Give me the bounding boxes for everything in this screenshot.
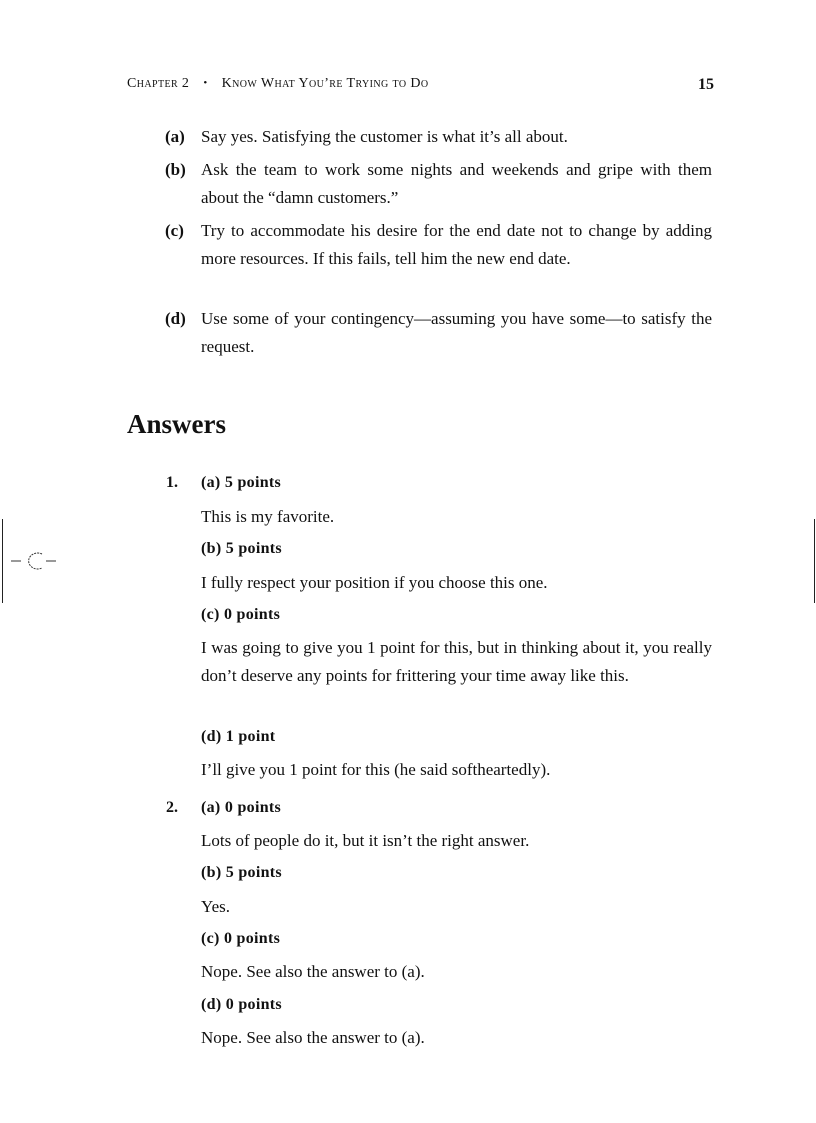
option-text: Use some of your contingency—assuming you have some—to satisfy the request. — [201, 309, 712, 356]
header-bullet: • — [203, 77, 208, 89]
crop-mark-right — [814, 519, 815, 603]
answer-text: Yes. — [201, 897, 230, 916]
running-header — [127, 76, 714, 96]
answers-heading: Answers — [127, 409, 226, 439]
option-text: Say yes. Satisfying the customer is what it’s all about. — [201, 127, 568, 146]
answer-text: Nope. See also the answer to (a). — [201, 962, 425, 981]
option-b — [165, 156, 712, 212]
answer-number: 2. — [166, 799, 178, 816]
option-c — [165, 217, 712, 273]
option-d — [165, 305, 712, 361]
answer-text: I’ll give you 1 point for this (he said softheartedly). — [201, 760, 551, 779]
answer-label: (c) 0 points — [201, 606, 281, 623]
option-text: Ask the team to work some nights and weekends and gripe with them about the “damn customers.” — [201, 160, 712, 207]
chapter-header — [127, 76, 428, 92]
answer-label: (a) 0 points — [201, 799, 282, 816]
registration-mark-icon — [8, 546, 58, 576]
answer-label: (d) 1 point — [201, 728, 276, 745]
answer-label: (b) 5 points — [201, 864, 282, 881]
option-label: (b) — [165, 160, 186, 179]
option-label: (a) — [165, 127, 185, 146]
answer-label: (b) 5 points — [201, 540, 282, 557]
option-label: (d) — [165, 309, 186, 328]
chapter-title: Know What You’re Trying to Do — [221, 76, 429, 91]
crop-mark-left — [2, 519, 3, 603]
answer-text: Nope. See also the answer to (a). — [201, 1028, 425, 1047]
answer-text: I was going to give you 1 point for this, but in thinking about it, you really don’t deserve any points for frittering your time away like this. — [201, 638, 712, 685]
option-label: (c) — [165, 221, 184, 240]
page-number: 15 — [698, 76, 714, 93]
option-text: Try to accommodate his desire for the end date not to change by adding more resources. If this fails, tell him the new end date. — [201, 221, 712, 268]
answer-number: 1. — [166, 474, 178, 491]
answer-text: This is my favorite. — [201, 507, 335, 526]
answer-label: (a) 5 points — [201, 474, 282, 491]
answer-label: (d) 0 points — [201, 996, 282, 1013]
answer-text: I fully respect your position if you choose this one. — [201, 573, 548, 592]
option-a — [165, 123, 712, 151]
answer-text: Lots of people do it, but it isn’t the right answer. — [201, 831, 530, 850]
chapter-label: Chapter 2 — [127, 76, 190, 91]
answer-label: (c) 0 points — [201, 930, 281, 947]
